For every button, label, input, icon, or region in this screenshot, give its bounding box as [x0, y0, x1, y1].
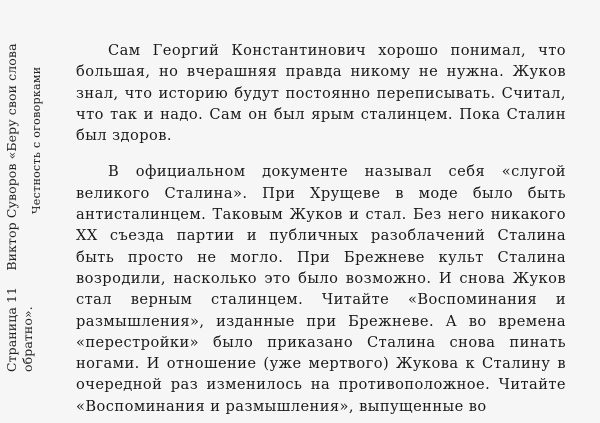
book-title-continuation: обратно». — [20, 306, 35, 372]
page-header-line-1 — [4, 43, 20, 372]
paragraph-1: Сам Георгий Константинович хорошо понимал, что большая, но вчерашняя правда никому не нужна. Жуков знал, что историю будут постоянно переписывать. Считал, что так и надо. Сам он был ярым сталинцем. Пока Сталин был здоров. — [76, 42, 566, 145]
page-header-line-2 — [20, 306, 36, 372]
sidebar — [0, 0, 70, 423]
chapter-title: Честность с оговорками — [30, 66, 43, 214]
body-text — [76, 40, 566, 417]
page-number: Страница 11 — [4, 286, 19, 372]
paragraph-2: В официальном документе называл себя «слугой великого Сталина». При Хрущеве в моде было быть антисталинцем. Таковым Жуков и стал. Без него никакого XX съезда партии и публичных разоблачений Сталина быть просто не могло. При Брежневе культ Сталина возродили, насколько это было возможно. И снова Жуков стал верным сталинцем. Читайте «Воспоминания и размышления», изданные при Брежневе. А во времена «перестройки» было приказано Сталина снова пинать ногами. И отношение (уже мертвого) Жукова к Сталину в очередной раз изменилось на противоположное. Читайте «Воспоминания и размышления», выпущенные во — [76, 163, 566, 415]
book-title: Виктор Суворов «Беру свои слова — [4, 43, 19, 271]
